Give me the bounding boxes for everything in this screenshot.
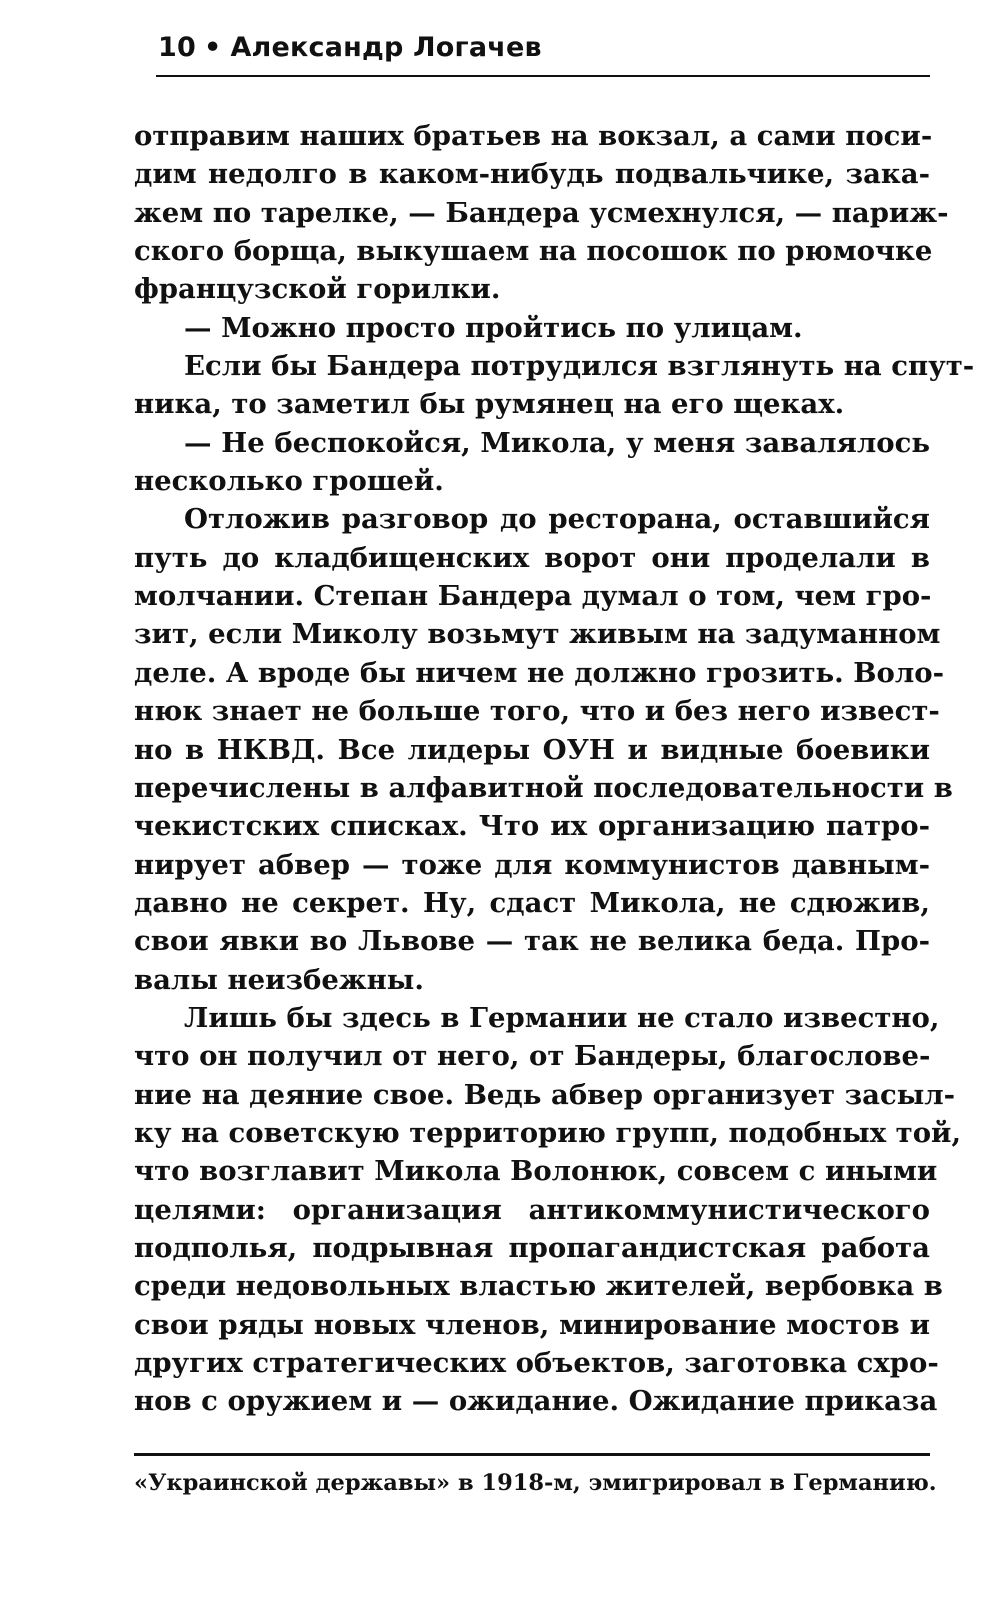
footnote-rule — [134, 1453, 930, 1456]
text-line: ние на деяние свое. Ведь абвер организует засыл- — [134, 1078, 956, 1111]
text-line: нов с оружием и — ожидание. Ожидание приказа — [134, 1385, 938, 1418]
text-line: несколько грошей. — [134, 465, 444, 498]
text-line: французской горилки. — [134, 273, 501, 306]
text-line: Лишь бы здесь в Германии не стало известно, — [184, 1001, 940, 1034]
text-line: — Можно просто пройтись по улицам. — [184, 311, 803, 344]
text-line: чекистских списках. Что их организацию патро- — [134, 810, 930, 843]
text-line: путь до кладбищенских ворот они проделали в — [134, 541, 930, 574]
text-line: молчании. Степан Бандера думал о том, чем гро- — [134, 580, 932, 613]
text-line: что он получил от него, от Бандеры, благослове- — [134, 1040, 931, 1073]
text-line: деле. А вроде бы ничем не должно грозить. Воло- — [134, 656, 945, 689]
text-line: свои явки во Львове — так не велика беда. Про- — [134, 925, 930, 958]
text-line: подполья, подрывная пропагандистская работа — [134, 1231, 930, 1264]
text-line: дим недолго в каком-нибудь подвальчике, зака- — [134, 158, 930, 191]
text-line: нюк знает не больше того, что и без него извест- — [134, 695, 940, 728]
text-line: целями: организация антикоммунистического — [134, 1193, 930, 1226]
text-line: жем по тарелке, — Бандера усмехнулся, — париж- — [134, 196, 949, 229]
text-line: других стратегических объектов, заготовка схро- — [134, 1347, 939, 1379]
header-bullet: • — [203, 32, 222, 63]
text-line: свои ряды новых членов, минирование мостов и — [134, 1308, 930, 1341]
text-line: ского борща, выкушаем на посошок по рюмочке — [134, 235, 933, 268]
text-line: Отложив разговор до ресторана, оставшийся — [184, 503, 930, 536]
header-rule — [156, 75, 930, 77]
text-line: что возглавит Микола Волонюк, совсем с иными — [134, 1155, 938, 1188]
text-line: нирует абвер — тоже для коммунистов давным- — [134, 848, 930, 881]
text-line: валы неизбежны. — [134, 963, 424, 996]
footnote: «Украинской державы» в 1918-м, эмигрировал в Германию. — [134, 1470, 937, 1496]
page-number: 10 — [158, 32, 196, 63]
text-line: перечислены в алфавитной последовательности в — [134, 771, 953, 804]
author-name: Александр Логачев — [230, 32, 542, 63]
text-line: зит, если Миколу возьмут живым на задуманном — [134, 618, 941, 651]
text-line: — Не беспокойся, Микола, у меня завалялось — [184, 426, 930, 459]
text-line: ку на советскую территорию групп, подобных той, — [134, 1116, 962, 1149]
text-line: но в НКВД. Все лидеры ОУН и видные боевики — [134, 733, 930, 766]
text-line: отправим наших братьев на вокзал, а сами поси- — [134, 120, 933, 152]
text-line: среди недовольных властью жителей, вербовка в — [134, 1270, 943, 1303]
running-head — [158, 32, 542, 63]
text-line: ника, то заметил бы румянец на его щеках. — [134, 388, 845, 421]
text-line: давно не секрет. Ну, сдаст Микола, не сдюжив, — [134, 886, 930, 919]
text-line: Если бы Бандера потрудился взглянуть на спут- — [184, 350, 975, 383]
body-text — [134, 117, 975, 1421]
